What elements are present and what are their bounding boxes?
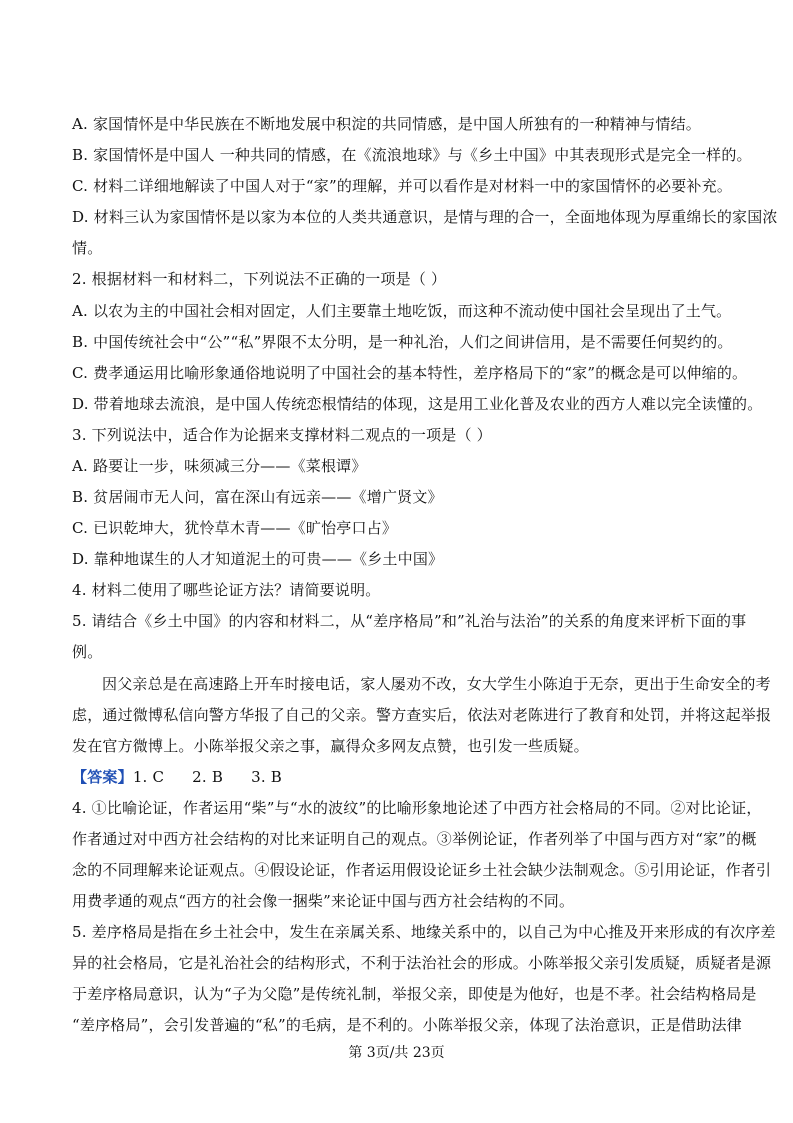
- option-d: D. 材料三认为家国情怀是以家为本位的人类共通意识，是情与理的合一，全面地体现为厚重绵长的家国浓: [72, 208, 778, 226]
- question-4: 4. 材料二使用了哪些论证方法？请简要说明。: [72, 581, 381, 599]
- q3-option-b: B. 贫居闹市无人问，富在深山有远亲——《增广贤文》: [72, 488, 443, 506]
- question-2: 2. 根据材料一和材料二，下列说法不正确的一项是（ ）: [72, 270, 447, 288]
- q2-option-b: B. 中国传统社会中“公”“私”界限不太分明，是一种礼治，人们之间讲信用，是不需要任何契约的。: [72, 333, 733, 351]
- option-d-cont: 情。: [72, 239, 103, 257]
- q2-option-a: A. 以农为主的中国社会相对固定，人们主要靠土地吃饭，而这种不流动使中国社会呈现出了土气。: [72, 302, 732, 320]
- question-3: 3. 下列说法中，适合作为论据来支撑材料二观点的一项是（ ）: [72, 426, 492, 444]
- answer-3: 3. B: [251, 768, 282, 786]
- answer-5-line-2: 异的社会格局，它是礼治社会的结构形式，不利于法治社会的形成。小陈举报父亲引发质疑，质疑者是源: [72, 954, 772, 972]
- answer-line: [72, 767, 282, 787]
- answer-4-line-3: 念的不同理解来论证观点。④假设论证，作者运用假设论证乡土社会缺少法制观念。⑤引用论证，作者引: [72, 861, 772, 879]
- option-a: A. 家国情怀是中华民族在不断地发展中积淀的共同情感，是中国人所独有的一种精神与情结。: [72, 115, 701, 133]
- answer-2: 2. B: [192, 768, 224, 786]
- question-5-cont: 例。: [72, 643, 103, 661]
- q3-option-a: A. 路要让一步，味须减三分——《菜根谭》: [72, 457, 367, 475]
- q3-option-d: D. 靠种地谋生的人才知道泥土的可贵——《乡土中国》: [72, 550, 444, 568]
- page-footer: 第 3页/共 23页: [348, 1045, 445, 1061]
- option-b: B. 家国情怀是中国人 一种共同的情感，在《流浪地球》与《乡土中国》中其表现形式是完全一样的。: [72, 146, 752, 164]
- q3-option-c: C. 已识乾坤大，犹怜草木青——《旷怡亭口占》: [72, 519, 398, 537]
- answer-5-line-3: 于差序格局意识，认为“子为父隐”是传统礼制，举报父亲，即使是为他好，也是不孝。社会结构格局是: [72, 985, 757, 1003]
- answer-4-line-2: 作者通过对中西方社会结构的对比来证明自己的观点。③举例论证，作者列举了中国与西方对“家”的概: [72, 830, 757, 848]
- option-c: C. 材料二详细地解读了中国人对于“家”的理解，并可以看作是对材料一中的家国情怀的必要补充。: [72, 177, 733, 195]
- case-paragraph-line-3: 发在官方微博上。小陈举报父亲之事，赢得众多网友点赞，也引发一些质疑。: [72, 737, 589, 755]
- q2-option-c: C. 费孝通运用比喻形象通俗地说明了中国社会的基本特性，差序格局下的“家”的概念是可以伸缩的。: [72, 364, 748, 382]
- answer-tag: 【答案】: [72, 768, 133, 786]
- answer-1: 1. C: [132, 768, 165, 786]
- question-5: 5. 请结合《乡土中国》的内容和材料二，从“差序格局”和”礼治与法治”的关系的角度来评析下面的事: [72, 612, 747, 630]
- answer-4-line-1: 4. ①比喻论证，作者运用“柴”与“水的波纹”的比喻形象地论述了中西方社会格局的不同。②对比论证，: [72, 799, 762, 817]
- answer-5-line-4: “差序格局”，会引发普遍的“私”的毛病，是不利的。小陈举报父亲，体现了法治意识，正是借助法律: [72, 1016, 742, 1034]
- case-paragraph-line-1: 因父亲总是在高速路上开车时接电话，家人屡劝不改，女大学生小陈迫于无奈，更出于生命安全的考: [102, 675, 771, 693]
- case-paragraph-line-2: 虑，通过微博私信向警方华报了自己的父亲。警方查实后，依法对老陈进行了教育和处罚，并将这起举报: [72, 706, 772, 724]
- q2-option-d: D. 带着地球去流浪，是中国人传统恋根情结的体现，这是用工业化普及农业的西方人难以完全读懂的。: [72, 395, 763, 413]
- answer-5-line-1: 5. 差序格局是指在乡土社会中，发生在亲属关系、地缘关系中的，以自己为中心推及开来形成的有次序差: [72, 923, 776, 941]
- answer-4-line-4: 用费孝通的观点“西方的社会像一捆柴”来论证中国与西方社会结构的不同。: [72, 892, 575, 910]
